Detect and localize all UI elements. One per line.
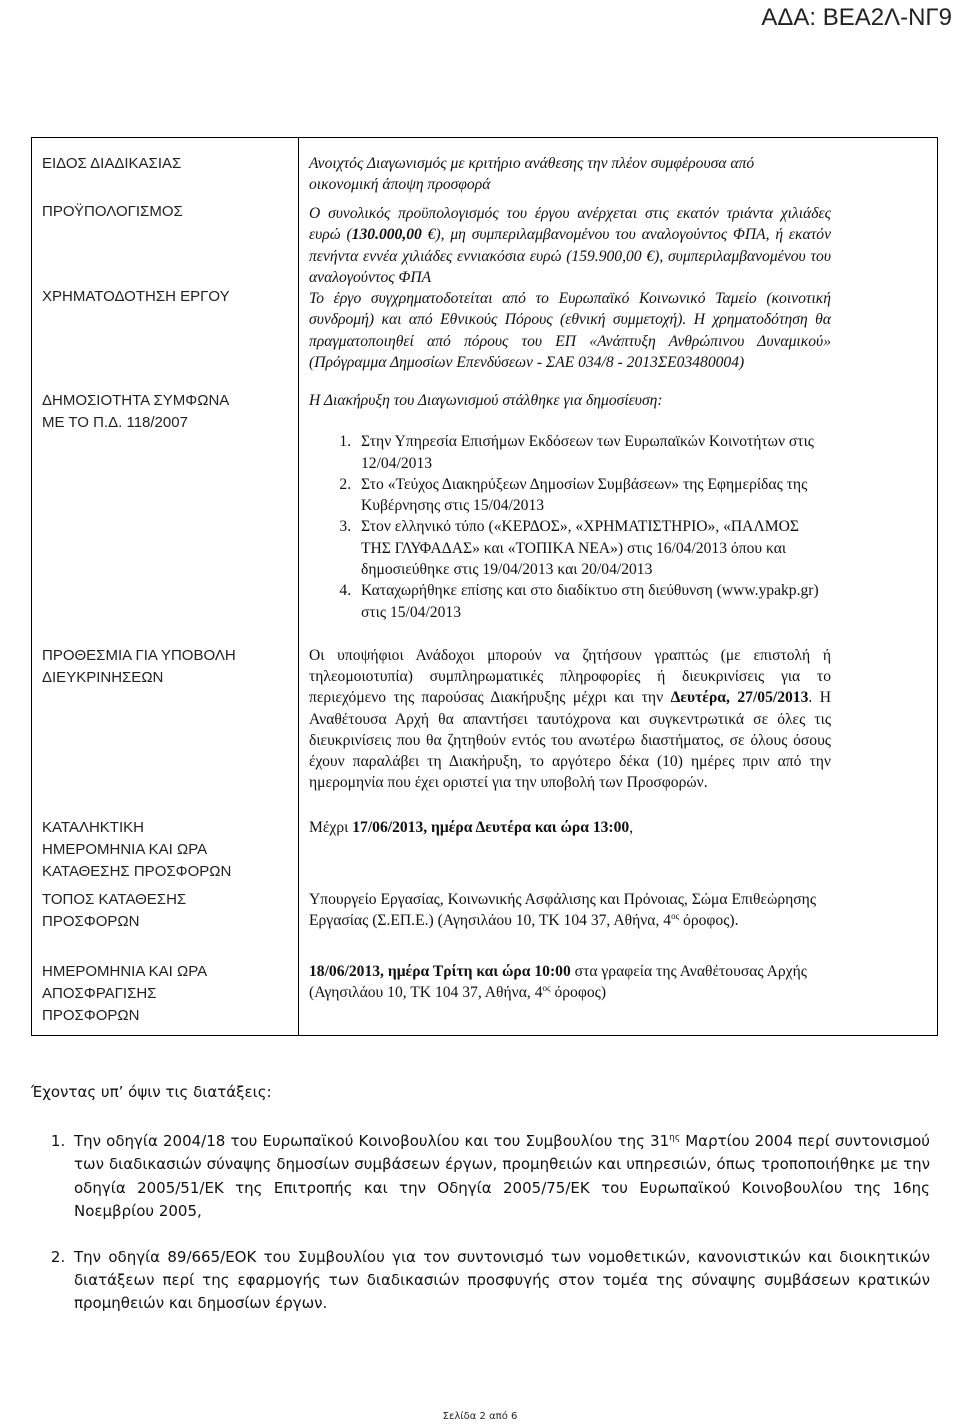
provisions-intro: Έχοντας υπ’ όψιν τις διατάξεις:	[31, 1083, 272, 1101]
label-financing: ΧΡΗΜΑΤΟΔΟΤΗΣΗ ΕΡΓΟΥ	[42, 288, 230, 305]
ada-code: ΑΔΑ: ΒΕΑ2Λ-ΝΓ9	[761, 4, 952, 31]
list-item: 3. Στον ελληνικό τύπο («ΚΕΡΔΟΣ», «ΧΡΗΜΑΤΙΣΤΗΡΙΟ», «ΠΑΛΜΟΣ ΤΗΣ ΓΛΥΦΑΔΑΣ» και «ΤΟΠΙΚΑ ΝΕΑ») στις 16/04/2013 όπου και δημοσιεύθηκε στις 19/04/2013 και 20/04/2013	[355, 516, 831, 580]
clarifications-text: Οι υποψήφιοι Ανάδοχοι μπορούν να ζητήσουν γραπτώς (με επιστολή ή τηλεομοιοτυπία) συμπληρωματικές πληροφορίες ή διευκρινίσεις για το περιεχόμενο της παρούσας Διακήρυξης μέχρι και την Δευτέρα, 27/05/2013. Η Αναθέτουσα Αρχή θα απαντήσει ταυτόχρονα και συγκεντρωτικά σε όλες τις διευκρινίσεις που θα ζητηθούν εντός του ανωτέρω διαστήματος, σε όλους όσους έχουν παραλάβει τη Διακήρυξη, το αργότερο δέκα (10) ημέρες πριν από την ημερομηνία που έχει οριστεί για την υποβολή των Προσφορών.	[309, 647, 832, 792]
provisions-list	[37, 1130, 930, 1338]
list-item: 1. Την οδηγία 2004/18 του Ευρωπαϊκού Κοινοβουλίου και του Συμβουλίου της $31^{\eta\varsigma}$ Μαρτίου 2004 περί συντονισμού των διαδικασιών σύναψης δημοσίων συμβάσεων έργων, προμηθειών και υπηρεσιών, όπως τροποποιήθηκε με την οδηγία 2005/51/ΕΚ της Επιτροπής και την Οδηγία 2005/75/ΕΚ του Ευρωπαϊκού Κοινοβουλίου της 16ης Νοεμβρίου 2005,	[70, 1130, 930, 1224]
label-procedure-type: ΕΙΔΟΣ ΔΙΑΔΙΚΑΣΙΑΣ	[42, 155, 182, 172]
label-publicity: ΔΗΜΟΣΙΟΤΗΤΑ ΣΥΜΦΩΝΑ ΜΕ ΤΟ Π.Δ. 118/2007	[42, 392, 230, 431]
budget-text: Ο συνολικός προϋπολογισμός του έργου ανέρχεται στις εκατόν τριάντα χιλιάδες ευρώ (130.000,00 €), μη συμπεριλαμβανομένου του αναλογούντος ΦΠΑ, ή εκατόν πενήντα εννέα χιλιάδες εννιακόσια ευρώ (159.900,00 €), συμπεριλαμβανομένου του αναλογούντος ΦΠΑ	[309, 205, 831, 286]
list-item: 2. Την οδηγία 89/665/ΕΟΚ του Συμβουλίου για τον συντονισμό των νομοθετικών, κανονιστικών και διοικητικών διατάξεων περί της εφαρμογής των διαδικασιών προσφυγής στον τομέα της σύναψης συμβάσεων κρατικών προμηθειών και δημοσίων έργων.	[70, 1246, 930, 1316]
publicity-block	[309, 390, 831, 623]
label-submission-place: ΤΟΠΟΣ ΚΑΤΑΘΕΣΗΣ ΠΡΟΣΦΟΡΩΝ	[42, 891, 187, 930]
list-item: 2. Στο «Τεύχος Διακηρύξεων Δημοσίων Συμβάσεων» της Εφημερίδας της Κυβέρνησης στις 15/04/2013	[355, 474, 831, 517]
values-column	[299, 138, 938, 1036]
submission-deadline-text: Μέχρι 17/06/2013, ημέρα Δευτέρα και ώρα 13:00,	[309, 819, 634, 836]
list-item: 4. Καταχωρήθηκε επίσης και στο διαδίκτυο στη διεύθυνση (www.ypakp.gr) στις 15/04/2013	[355, 580, 831, 623]
label-submission-deadline: ΚΑΤΑΛΗΚΤΙΚΗ ΗΜΕΡΟΜΗΝΙΑ ΚΑΙ ΩΡΑ ΚΑΤΑΘΕΣΗΣ ΠΡΟΣΦΟΡΩΝ	[42, 819, 232, 880]
clarifications-date: Δευτέρα, 27/05/2013	[670, 689, 809, 707]
financing-text: Το έργο συγχρηματοδοτείται από το Ευρωπαϊκό Κοινωνικό Ταμείο (κοινοτική συνδρομή) και από Εθνικούς Πόρους (εθνική συμμετοχή). Η χρηματοδότηση θα πραγματοποιηθεί από πόρους του ΕΠ «Ανάπτυξη Ανθρώπινου Δυναμικού» (Πρόγραμμα Δημοσίων Επενδύσεων - ΣΑΕ 034/8 - 2013ΣΕ03480004)	[309, 290, 831, 371]
label-opening-datetime: ΗΜΕΡΟΜΗΝΙΑ ΚΑΙ ΩΡΑ ΑΠΟΣΦΡΑΓΙΣΗΣ ΠΡΟΣΦΟΡΩΝ	[42, 963, 208, 1024]
list-item: 1. Στην Υπηρεσία Επισήμων Εκδόσεων των Ευρωπαϊκών Κοινοτήτων στις 12/04/2013	[355, 431, 831, 474]
procedure-type-text: Ανοιχτός Διαγωνισμός με κριτήριο ανάθεσης την πλέον συμφέρουσα από οικονομική άποψη προσφορά	[309, 155, 755, 194]
opening-datetime-text: 18/06/2013, ημέρα Τρίτη και ώρα 10:00 στα γραφεία της Αναθέτουσας Αρχής (Αγησιλάου 10, ΤΚ 104 37, Αθήνα, $4^{o\varsigma}$ όροφος)	[309, 963, 807, 1002]
labels-column	[32, 138, 299, 1036]
submission-place-text: Υπουργείο Εργασίας, Κοινωνικής Ασφάλισης και Πρόνοιας, Σώμα Επιθεώρησης Εργασίας (Σ.ΕΠ.Ε.) (Αγησιλάου 10, ΤΚ 104 37, Αθήνα, $4^{o\varsigma}$ όροφος).	[309, 891, 817, 930]
budget-amount: 130.000,00	[351, 226, 422, 244]
page-number: Σελίδα 2 από 6	[442, 1411, 518, 1422]
tender-info-table	[31, 137, 938, 1036]
publicity-list	[309, 431, 831, 623]
publicity-intro: Η Διακήρυξη του Διαγωνισμού στάλθηκε για δημοσίευση:	[309, 392, 663, 409]
label-clarifications-deadline: ΠΡΟΘΕΣΜΙΑ ΓΙΑ ΥΠΟΒΟΛΗ ΔΙΕΥΚΡΙΝΗΣΕΩΝ	[42, 647, 236, 686]
label-budget: ΠΡΟΫΠΟΛΟΓΙΣΜΟΣ	[42, 203, 183, 220]
